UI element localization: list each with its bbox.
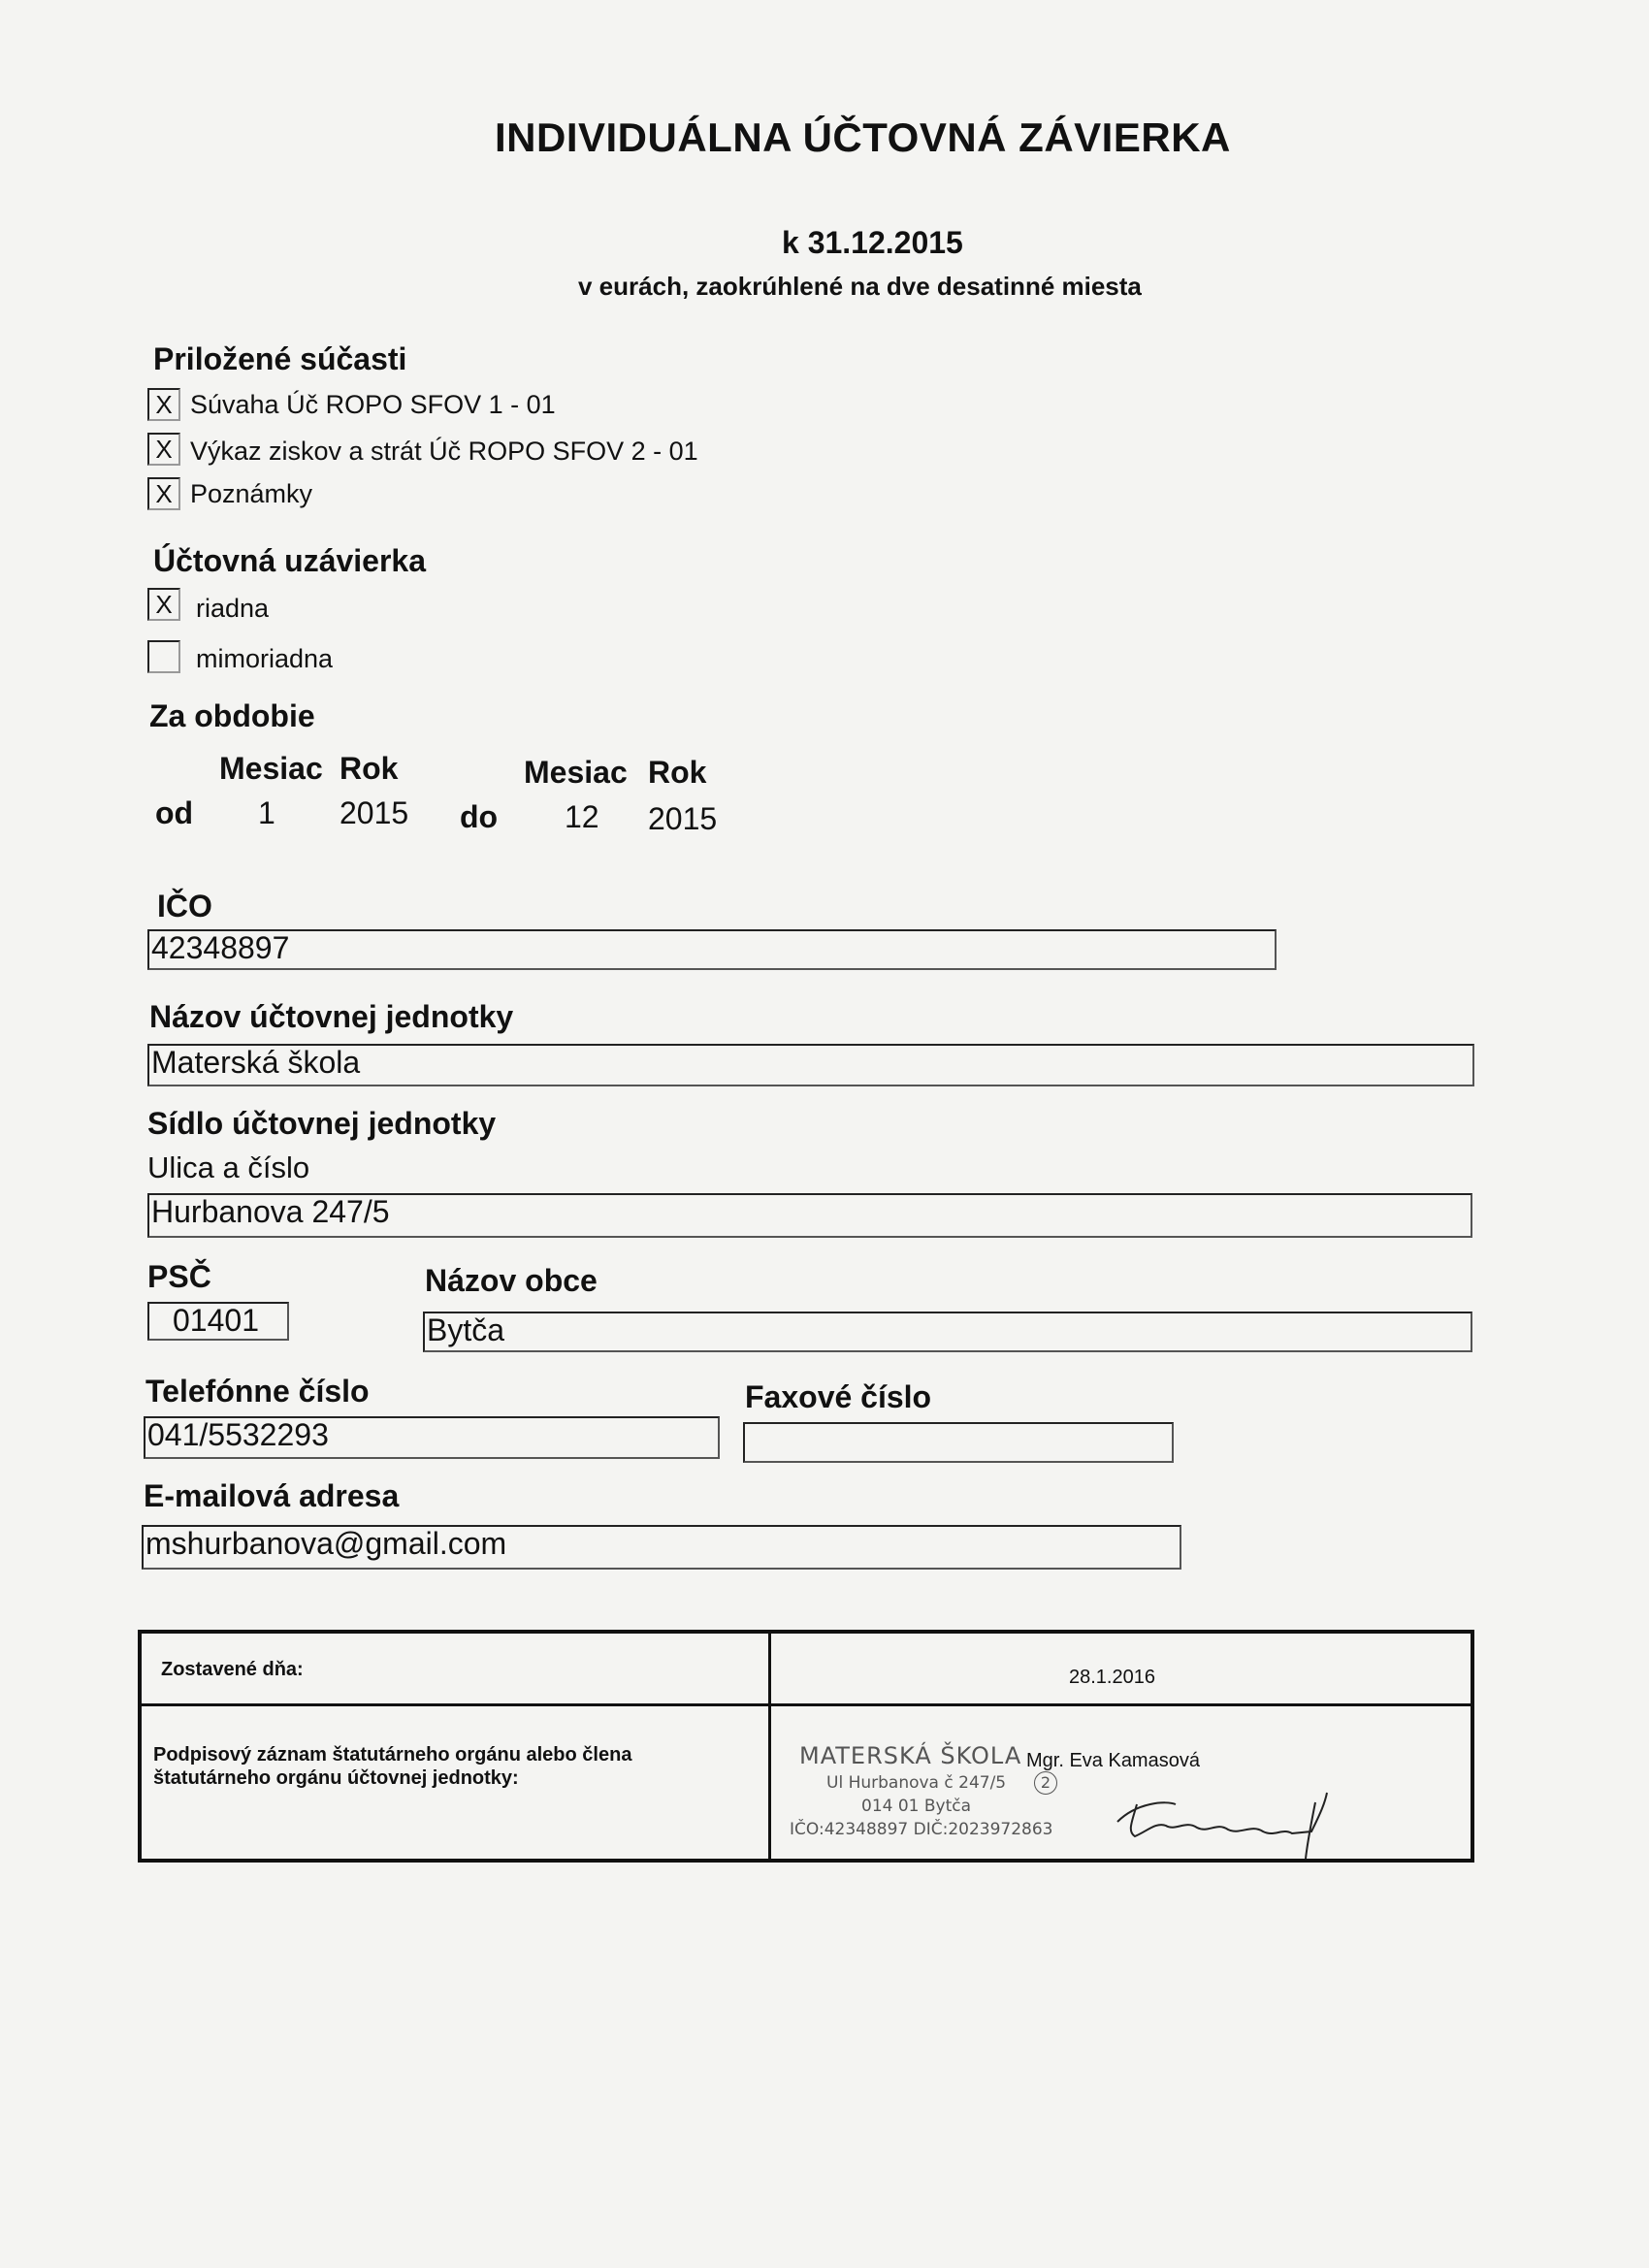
checkbox-profit-loss[interactable]: X: [147, 433, 180, 466]
street-field[interactable]: Hurbanova 247/5: [147, 1193, 1472, 1238]
city-field[interactable]: Bytča: [423, 1312, 1472, 1352]
street-label: Ulica a číslo: [147, 1150, 310, 1184]
period-heading: Za obdobie: [149, 698, 315, 733]
unit-name-field[interactable]: Materská škola: [147, 1044, 1474, 1086]
seat-heading: Sídlo účtovnej jednotky: [147, 1106, 497, 1141]
stamp-title: MATERSKÁ ŠKOLA: [799, 1742, 1022, 1769]
period-to-label: do: [460, 799, 499, 834]
attachments-heading: Priložené súčasti: [153, 341, 407, 376]
period-to-year-label: Rok: [648, 755, 707, 790]
signature-table: [138, 1630, 1474, 1863]
stamp-ids: IČO:42348897 DIČ:2023972863: [790, 1820, 1053, 1839]
attachment-label-profit-loss: Výkaz ziskov a strát Úč ROPO SFOV 2 - 01: [190, 437, 698, 466]
currency-note: v eurách, zaokrúhlené na dve desatinné miesta: [578, 272, 1142, 301]
table-row-divider: [142, 1703, 1471, 1706]
signer-name: Mgr. Eva Kamasová: [1026, 1750, 1200, 1771]
checkbox-regular[interactable]: X: [147, 588, 180, 621]
closing-date: k 31.12.2015: [782, 225, 963, 260]
attachment-label-notes: Poznámky: [190, 479, 313, 508]
city-label: Názov obce: [425, 1263, 598, 1298]
psc-label: PSČ: [147, 1259, 211, 1294]
closing-heading: Účtovná uzávierka: [153, 543, 427, 578]
fax-label: Faxové číslo: [745, 1379, 932, 1414]
period-from-month-label: Mesiac: [219, 751, 323, 786]
closing-label-extraordinary: mimoriadna: [196, 644, 334, 673]
stamp-number: 2: [1034, 1771, 1057, 1795]
period-to-month: 12: [565, 799, 599, 834]
checkbox-notes[interactable]: X: [147, 477, 180, 510]
email-field[interactable]: mshurbanova@gmail.com: [142, 1525, 1181, 1570]
phone-field[interactable]: 041/5532293: [144, 1416, 720, 1459]
checkbox-extraordinary[interactable]: [147, 640, 180, 673]
period-from-month: 1: [258, 795, 275, 830]
period-from-year-label: Rok: [340, 751, 399, 786]
period-from-label: od: [155, 795, 194, 830]
closing-label-regular: riadna: [196, 594, 270, 623]
period-to-month-label: Mesiac: [524, 755, 628, 790]
phone-label: Telefónne číslo: [146, 1374, 370, 1409]
compiled-date-label: Zostavené dňa:: [161, 1659, 304, 1680]
checkbox-balance-sheet[interactable]: X: [147, 388, 180, 421]
handwritten-signature: [1108, 1783, 1341, 1861]
fax-field[interactable]: [743, 1422, 1174, 1463]
email-label: E-mailová adresa: [144, 1478, 400, 1513]
ico-field[interactable]: 42348897: [147, 929, 1277, 970]
compiled-date-value: 28.1.2016: [1069, 1667, 1155, 1688]
ico-label: IČO: [157, 889, 212, 923]
psc-field[interactable]: 01401: [147, 1302, 289, 1341]
signature-label-line2: štatutárneho orgánu účtovnej jednotky:: [153, 1767, 519, 1789]
period-to-year: 2015: [648, 801, 718, 836]
period-from-year: 2015: [340, 795, 409, 830]
document-title: INDIVIDUÁLNA ÚČTOVNÁ ZÁVIERKA: [495, 114, 1231, 160]
unit-name-label: Názov účtovnej jednotky: [149, 999, 514, 1034]
table-column-divider: [768, 1634, 771, 1859]
stamp-address: Ul Hurbanova č 247/5: [826, 1773, 1007, 1793]
signature-label-line1: Podpisový záznam štatutárneho orgánu alebo člena: [153, 1744, 632, 1766]
attachment-label-balance-sheet: Súvaha Úč ROPO SFOV 1 - 01: [190, 390, 556, 419]
stamp-city: 014 01 Bytča: [861, 1797, 972, 1816]
